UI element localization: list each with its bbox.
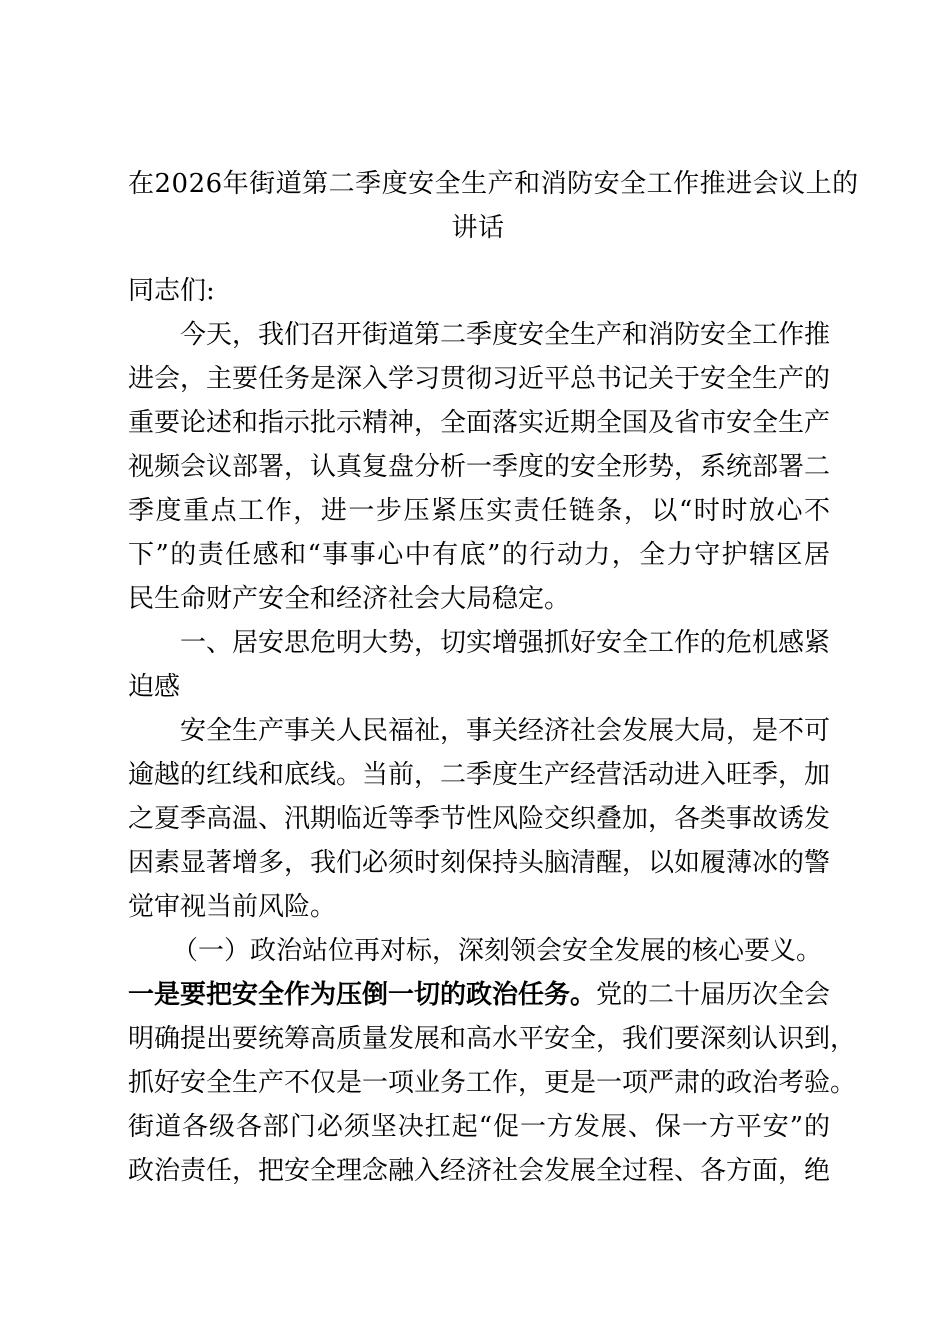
paragraph-3-bold-lead: 一是要把安全作为压倒一切的政治任务。: [128, 980, 597, 1010]
paragraph-1-line: 下”的责任感和“事事心中有底”的行动力，全力守护辖区居: [128, 540, 830, 570]
paragraph-2-line: 觉审视当前风险。: [128, 892, 337, 922]
paragraph-3-line: 明确提出要统筹高质量发展和高水平安全，我们要深刻认识到，: [128, 1024, 857, 1054]
paragraph-2-line: 安全生产事关人民福祉，事关经济社会发展大局，是不可: [180, 716, 831, 746]
paragraph-2-line: 之夏季高温、汛期临近等季节性风险交织叠加，各类事故诱发: [128, 804, 831, 834]
document-title-line-1: 在2026年街道第二季度安全生产和消防安全工作推进会议上的: [128, 169, 859, 199]
paragraph-2-line: 因素显著增多，我们必须时刻保持头脑清醒，以如履薄冰的警: [128, 848, 831, 878]
document-title-line-2: 讲话: [451, 213, 505, 243]
salutation: 同志们:: [128, 276, 215, 306]
paragraph-3-first-line: [128, 973, 830, 1017]
paragraph-3-line: 抓好安全生产不仅是一项业务工作，更是一项严肃的政治考验。: [128, 1068, 857, 1098]
paragraph-2-line: 逾越的红线和底线。当前，二季度生产经营活动进入旺季，加: [128, 760, 831, 790]
paragraph-1-line: 重要论述和指示批示精神，全面落实近期全国及省市安全生产: [128, 408, 831, 438]
paragraph-3-line: 政治责任，把安全理念融入经济社会发展全过程、各方面，绝: [128, 1156, 831, 1186]
section-heading-1-line: 迫感: [128, 672, 181, 702]
paragraph-1-line: 进会，主要任务是深入学习贯彻习近平总书记关于安全生产的: [128, 364, 831, 394]
paragraph-1-line: 民生命财产安全和经济社会大局稳定。: [128, 584, 571, 614]
subheading-1: （一）政治站位再对标，深刻领会安全发展的核心要义。: [172, 936, 823, 966]
paragraph-1-line: 今天，我们召开街道第二季度安全生产和消防安全工作推: [180, 320, 831, 350]
paragraph-1-line: 季度重点工作，进一步压紧压实责任链条，以“时时放心不: [128, 496, 830, 526]
section-heading-1-line: 一、居安思危明大势，切实增强抓好安全工作的危机感紧: [180, 628, 831, 658]
paragraph-3-line: 街道各级各部门必须坚决扛起“促一方发展、保一方平安”的: [128, 1112, 830, 1142]
paragraph-3-line-rest: 党的二十届历次全会: [596, 980, 831, 1010]
paragraph-1-line: 视频会议部署，认真复盘分析一季度的安全形势，系统部署二: [128, 452, 831, 482]
